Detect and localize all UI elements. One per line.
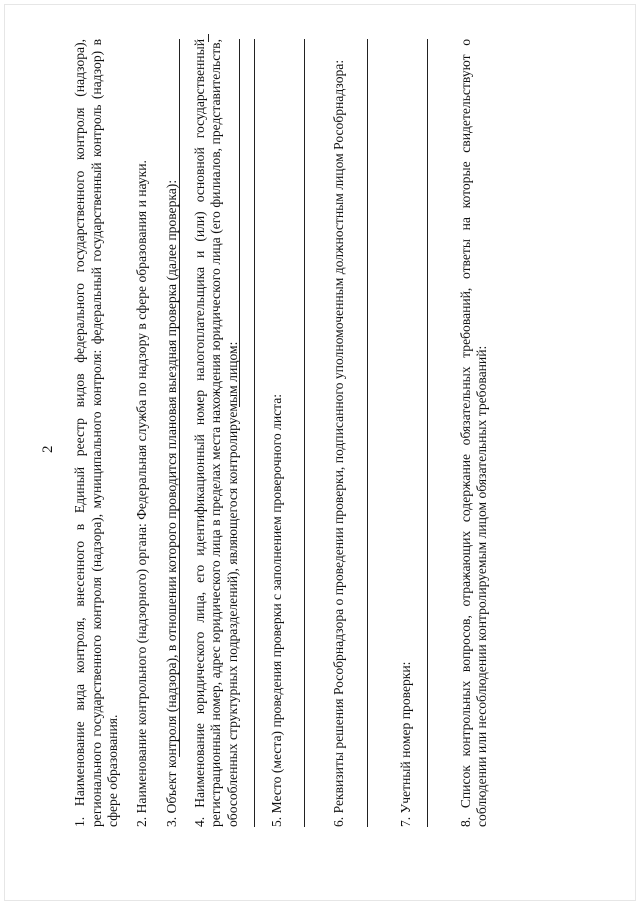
item-7-text: 7. Учетный номер проверки: (398, 661, 413, 827)
item-1-text: 1. Наименование вида контроля, внесенного в Единый реестр видов федерального государственного контроля (надзора), регионального государственного контроля (надзора), муниципального контроля: федеральный государственный контроль (надзор) в сфере образования. (72, 39, 120, 827)
item-5-fill-line (304, 39, 305, 827)
item-1 (72, 39, 122, 827)
item-7 (398, 39, 415, 827)
divider-after-4 (254, 39, 255, 827)
item-6-text: 6. Реквизиты решения Рособрнадзора о проведении проверки, подписанного уполномоченным должностным лицом Рособрнадзора: (330, 59, 346, 827)
item-8 (458, 39, 491, 827)
item-3-text: 3. Объект контроля (надзора), в отношении которого проводится плановая выездная проверка (далее проверка): (164, 179, 179, 827)
item-6-fill-line (367, 39, 368, 827)
item-4 (192, 39, 241, 827)
item-6 (331, 39, 348, 827)
item-5-text: 5. Место (места) проведения проверки с заполнением проверочного листа: (269, 393, 284, 827)
item-4-text: 4. Наименование юридического лица, его идентификационный номер налогоплательщика и (или) основной государственный регистрационный номер, адрес юридического лица в пределах места нахождения юридического лица (его филиалов, представительств, обособленных структурных подразделений), являющегося контролируемым лицом: (191, 39, 240, 827)
item-8-text: 8. Список контрольных вопросов, отражающих содержание обязательных требований, ответы на которые свидетельствуют о соблюдении или несоблюдении контролируемым лицом обязательных требований: (457, 39, 489, 827)
item-2 (134, 39, 151, 827)
item-2-text: 2. Наименование контрольного (надзорного) органа: Федеральная служба по надзору в сфере образования и науки. (133, 160, 149, 827)
item-5 (269, 39, 286, 827)
form-content (72, 39, 491, 827)
item-7-fill-line (427, 39, 428, 827)
item-3 (164, 39, 180, 827)
page-number: 2 (40, 445, 56, 453)
